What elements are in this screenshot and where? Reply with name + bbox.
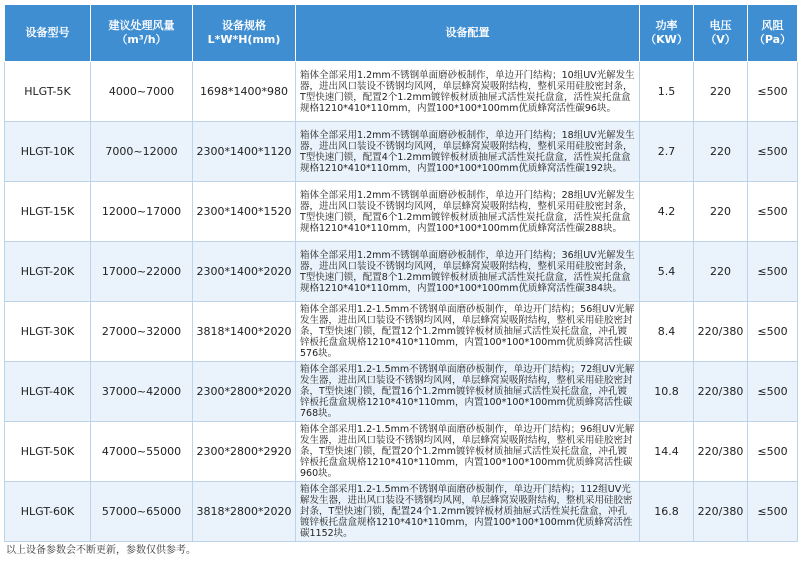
header-model: 设备型号 [5,5,91,62]
size-cell: 2300*1400*2020 [193,242,296,302]
airflow-cell: 17000~22000 [91,242,193,302]
voltage-cell: 220 [694,62,748,122]
config-cell: 箱体全部采用1.2mm不锈钢单面磨砂板制作，单边开门结构；10组UV光解发生器，进出风口装设不锈钢均风网，单层蜂窝炭吸附结构，整机采用硅胶密封条，T型快速门锁，配置2个1.2mm镀锌板材质抽屉式活性炭托盘盒，活性炭托盘盒规格1210*410*110mm，内置100*100*100mm优质蜂窝活性碳96块。 [296,62,640,122]
power-cell: 4.2 [640,182,694,242]
header-config: 设备配置 [296,5,640,62]
voltage-cell: 220/380 [694,422,748,482]
config-cell: 箱体全部采用1.2mm不锈钢单面磨砂板制作，单边开门结构；18组UV光解发生器，进出风口装设不锈钢均风网，单层蜂窝炭吸附结构，整机采用硅胶密封条，T型快速门锁，配置4个1.2mm镀锌板材质抽屉式活性炭托盘盒，活性炭托盘盒规格1210*410*110mm，内置100*100*100mm优质蜂窝活性碳192块。 [296,122,640,182]
airflow-cell: 12000~17000 [91,182,193,242]
config-cell: 箱体全部采用1.2mm不锈钢单面磨砂板制作，单边开门结构；36组UV光解发生器，进出风口装设不锈钢均风网，单层蜂窝炭吸附结构，整机采用硅胶密封条，T型快速门锁，配置8个1.2mm镀锌板材质抽屉式活性炭托盘盒，活性炭托盘盒规格1210*410*110mm，内置100*100*100mm优质蜂窝活性碳384块。 [296,242,640,302]
size-cell: 2300*2800*2920 [193,422,296,482]
resistance-cell: ≤500 [748,182,798,242]
voltage-cell: 220 [694,242,748,302]
model-cell: HLGT-10K [5,122,91,182]
table-row [5,182,798,242]
config-cell: 箱体全部采用1.2-1.5mm不锈钢单面磨砂板制作，单边开门结构；112组UV光解发生器，进出风口装设不锈钢均风网，单层蜂窝炭吸附结构，整机采用硅胶密封条，T型快速门锁，配置24个1.2mm镀锌板材质抽屉式活性炭托盘盒，冲孔镀锌板托盘盒规格1210*410*110mm，内置100*100*100mm优质蜂窝活性碳1152块。 [296,482,640,542]
header-power: 功率 （KW） [640,5,694,62]
airflow-cell: 47000~55000 [91,422,193,482]
model-cell: HLGT-30K [5,302,91,362]
table-row [5,62,798,122]
footnote: 以上设备参数会不断更新，参数仅供参考。 [6,545,196,556]
voltage-cell: 220/380 [694,362,748,422]
config-cell: 箱体全部采用1.2-1.5mm不锈钢单面磨砂板制作，单边开门结构；72组UV光解发生器，进出风口装设不锈钢均风网，单层蜂窝炭吸附结构，整机采用硅胶密封条，T型快速门锁，配置16个1.2mm镀锌板材质抽屉式活性炭托盘盒，冲孔镀锌板托盘盒规格1210*410*110mm，内置100*100*100mm优质蜂窝活性碳768块。 [296,362,640,422]
model-cell: HLGT-20K [5,242,91,302]
table-row [5,362,798,422]
size-cell: 2300*2800*2020 [193,362,296,422]
resistance-cell: ≤500 [748,482,798,542]
header-airflow: 建议处理风量 （m³/h） [91,5,193,62]
power-cell: 16.8 [640,482,694,542]
power-cell: 1.5 [640,62,694,122]
config-cell: 箱体全部采用1.2-1.5mm不锈钢单面磨砂板制作，单边开门结构；96组UV光解发生器，进出风口装设不锈钢均风网，单层蜂窝炭吸附结构，整机采用硅胶密封条，T型快速门锁，配置20个1.2mm镀锌板材质抽屉式活性炭托盘盒，冲孔镀锌板托盘盒规格1210*410*110mm，内置100*100*100mm优质蜂窝活性碳960块。 [296,422,640,482]
resistance-cell: ≤500 [748,242,798,302]
resistance-cell: ≤500 [748,422,798,482]
table-row [5,302,798,362]
power-cell: 8.4 [640,302,694,362]
table-row [5,122,798,182]
model-cell: HLGT-50K [5,422,91,482]
airflow-cell: 37000~42000 [91,362,193,422]
header-resistance: 风阻 （Pa） [748,5,798,62]
config-cell: 箱体全部采用1.2-1.5mm不锈钢单面磨砂板制作，单边开门结构；56组UV光解发生器，进出风口装设不锈钢均风网，单层蜂窝炭吸附结构，整机采用硅胶密封条，T型快速门锁，配置12个1.2mm镀锌板材质抽屉式活性炭托盘盒，冲孔镀锌板托盘盒规格1210*410*110mm，内置100*100*100mm优质蜂窝活性碳576块。 [296,302,640,362]
model-cell: HLGT-5K [5,62,91,122]
airflow-cell: 57000~65000 [91,482,193,542]
airflow-cell: 7000~12000 [91,122,193,182]
resistance-cell: ≤500 [748,62,798,122]
table-row [5,482,798,542]
voltage-cell: 220/380 [694,482,748,542]
table-row [5,242,798,302]
header-voltage: 电压 （V） [694,5,748,62]
model-cell: HLGT-60K [5,482,91,542]
model-cell: HLGT-40K [5,362,91,422]
voltage-cell: 220/380 [694,302,748,362]
size-cell: 3818*2800*2020 [193,482,296,542]
table-row [5,422,798,482]
size-cell: 1698*1400*980 [193,62,296,122]
header-row [5,5,798,62]
resistance-cell: ≤500 [748,122,798,182]
model-cell: HLGT-15K [5,182,91,242]
config-cell: 箱体全部采用1.2mm不锈钢单面磨砂板制作，单边开门结构；28组UV光解发生器，进出风口装设不锈钢均风网，单层蜂窝炭吸附结构，整机采用硅胶密封条，T型快速门锁，配置6个1.2mm镀锌板材质抽屉式活性炭托盘盒，活性炭托盘盒规格1210*410*110mm，内置100*100*100mm优质蜂窝活性碳288块。 [296,182,640,242]
airflow-cell: 4000~7000 [91,62,193,122]
spec-table [4,4,798,542]
voltage-cell: 220 [694,122,748,182]
power-cell: 5.4 [640,242,694,302]
size-cell: 3818*1400*2020 [193,302,296,362]
resistance-cell: ≤500 [748,302,798,362]
size-cell: 2300*1400*1520 [193,182,296,242]
voltage-cell: 220 [694,182,748,242]
power-cell: 14.4 [640,422,694,482]
size-cell: 2300*1400*1120 [193,122,296,182]
power-cell: 10.8 [640,362,694,422]
header-size: 设备规格 L*W*H(mm) [193,5,296,62]
resistance-cell: ≤500 [748,362,798,422]
airflow-cell: 27000~32000 [91,302,193,362]
power-cell: 2.7 [640,122,694,182]
